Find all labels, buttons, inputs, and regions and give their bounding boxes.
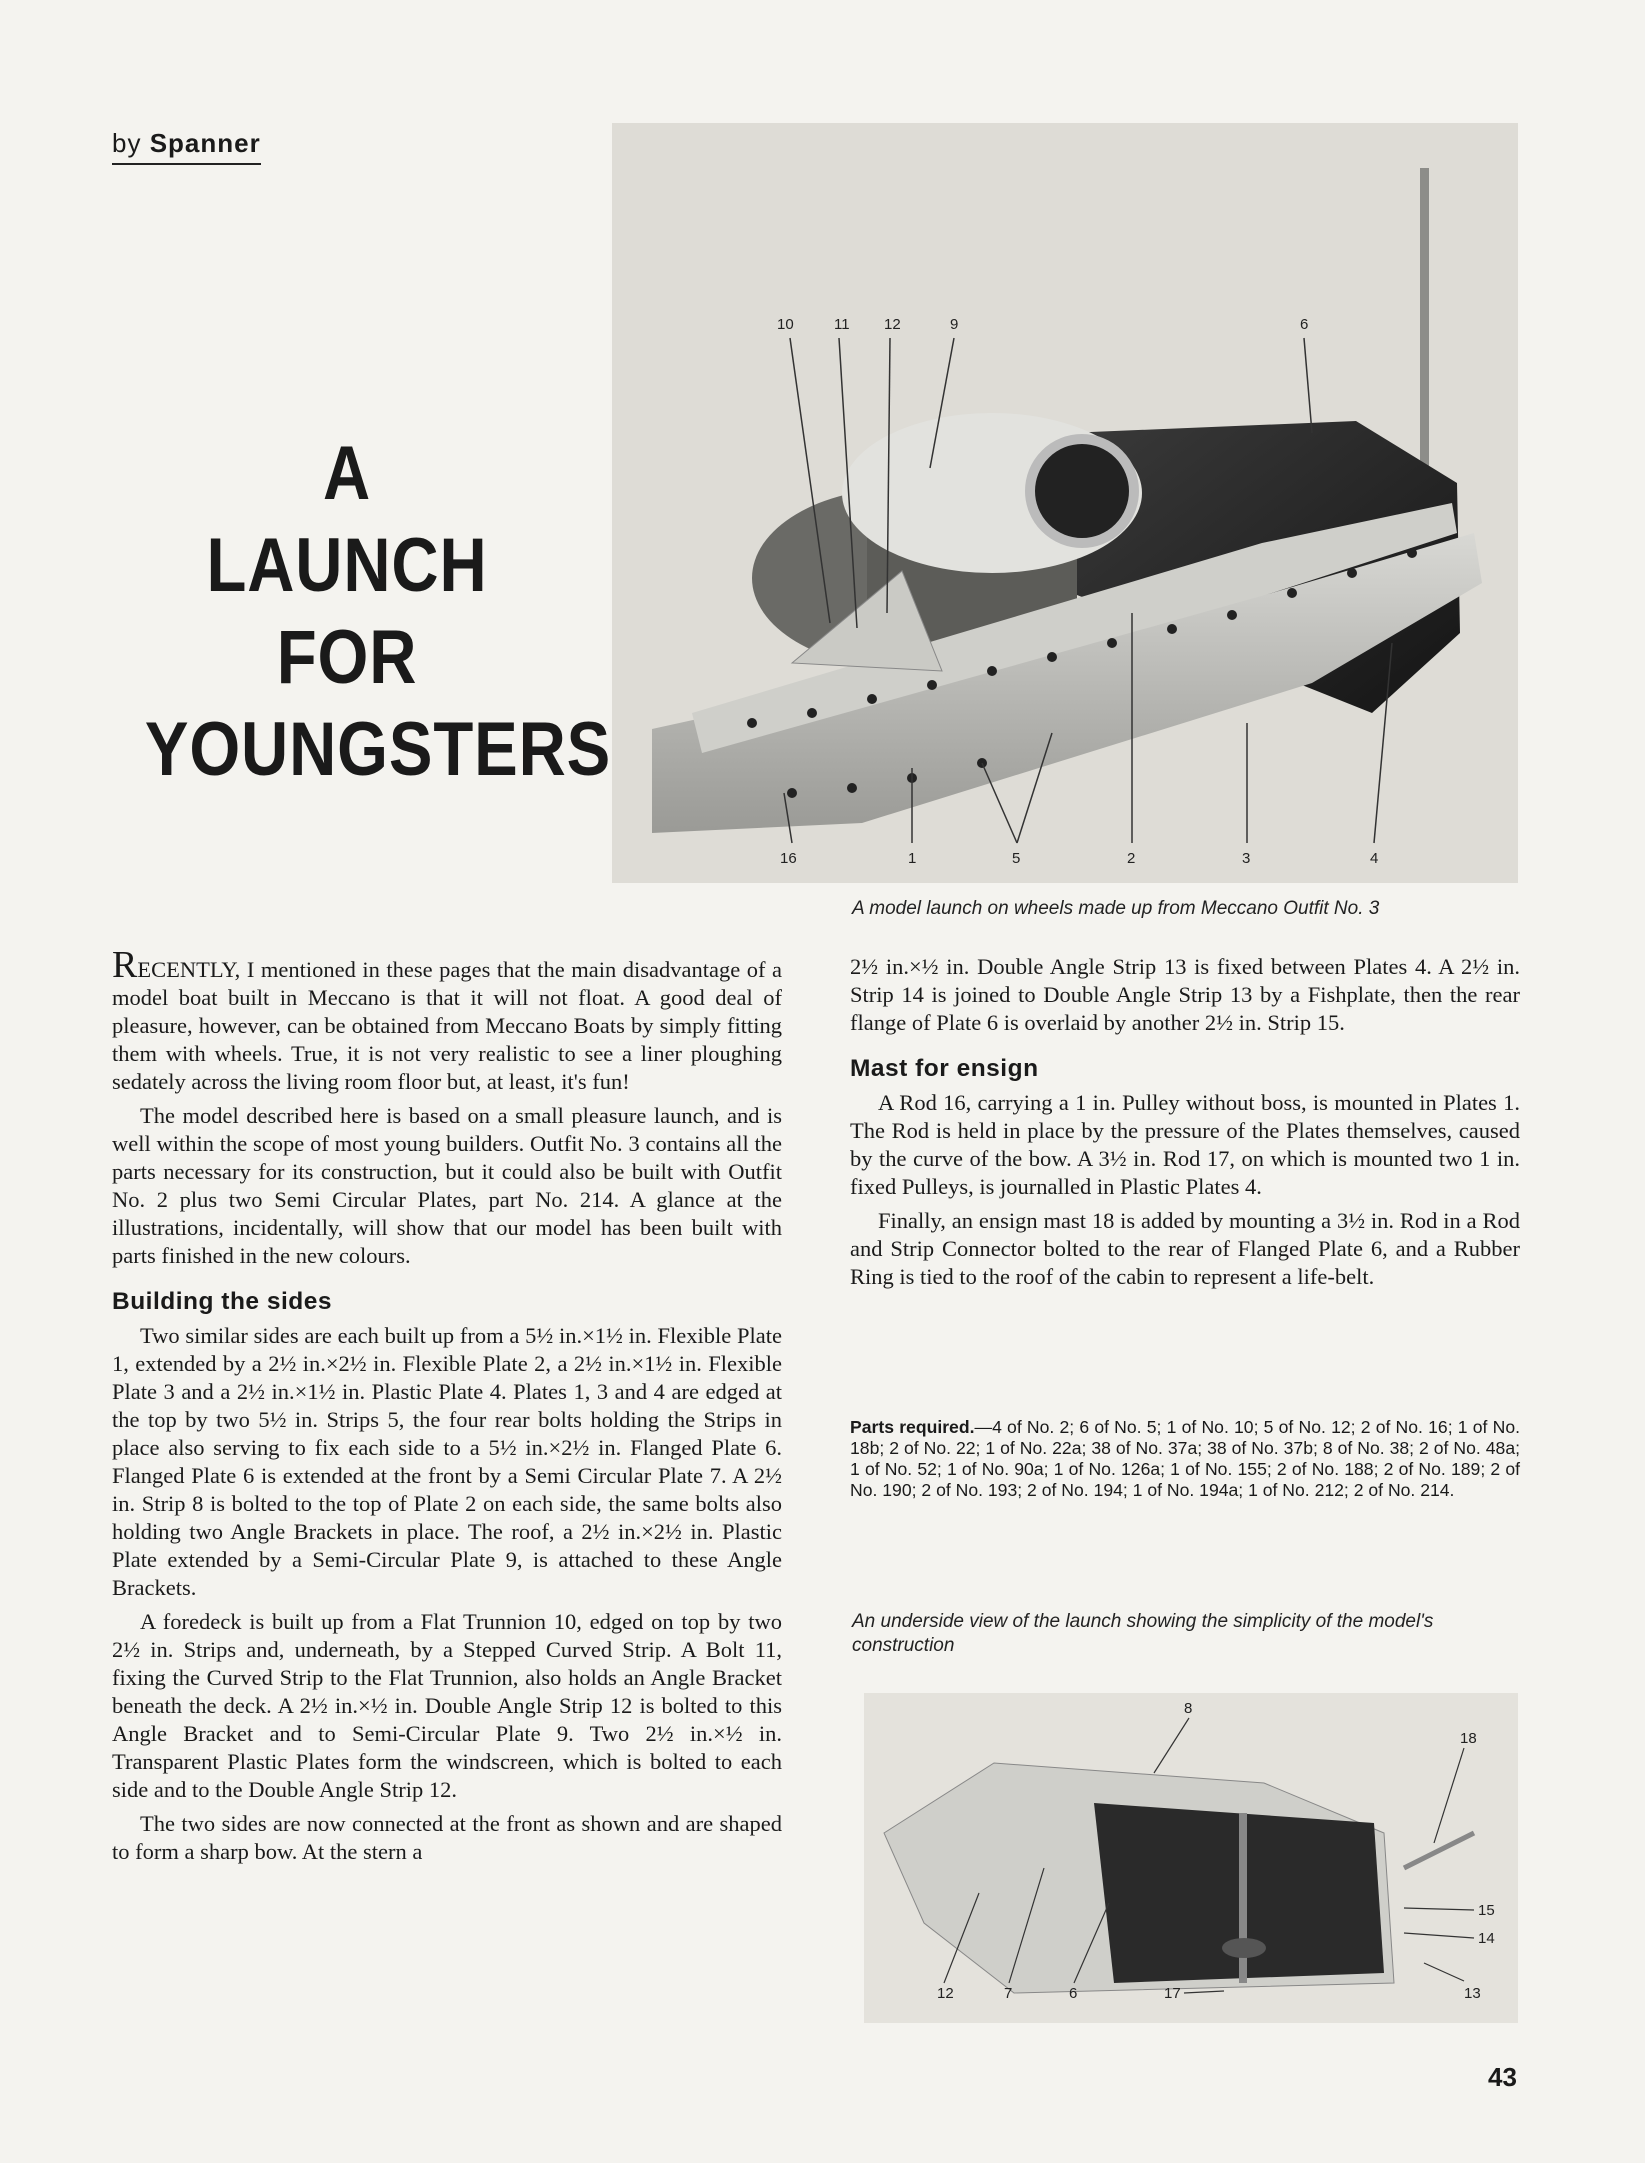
label-11: 11: [834, 316, 850, 333]
u-label-18: 18: [1460, 1730, 1477, 1747]
title-line-2: LAUNCH: [206, 523, 488, 608]
label-3: 3: [1242, 850, 1251, 867]
life-belt: [1030, 439, 1134, 543]
paragraph-6: 2½ in.×½ in. Double Angle Strip 13 is fixed between Plates 4. A 2½ in. Strip 14 is joined to Double Angle Strip 13 by a Fishplate, then the rear flange of Plate 6 is overlaid by another 2½ in. Strip 15.: [850, 954, 1520, 1035]
u-label-8: 8: [1184, 1700, 1193, 1717]
byline-prefix: by: [112, 128, 142, 158]
label-9: 9: [950, 316, 959, 333]
u-label-12: 12: [937, 1985, 954, 2002]
label-2: 2: [1127, 850, 1136, 867]
parts-label: Parts required.: [850, 1417, 975, 1437]
u-label-7: 7: [1004, 1985, 1013, 2002]
label-16: 16: [780, 850, 797, 867]
label-6: 6: [1300, 316, 1309, 333]
byline-author: Spanner: [149, 128, 261, 158]
heading-mast: Mast for ensign: [850, 1055, 1039, 1082]
byline: [112, 128, 261, 165]
launch-photo-caption: A model launch on wheels made up from Meccano Outfit No. 3: [852, 898, 1380, 919]
title-line-3: FOR: [276, 615, 418, 700]
paragraph-3: Two similar sides are each built up from a 5½ in.×1½ in. Flexible Plate 1, extended by a 2½ in.×2½ in. Flexible Plate 2, a 2½ in.×1½ in. Flexible Plate 3 and a 2½ in.×1½ in. Plastic Plate 4. Plates 1, 3 and 4 are edged at the top by two 5½ in. Strips 5, the four rear bolts holding the Strips in place also serving to fix each side to a 5½ in.×2½ in. Flanged Plate 6. Flanged Plate 6 is extended at the front by a Semi Circular Plate 7. A 2½ in. Strip 8 is bolted to the top of Plate 2 on each side, the same bolts also holding two Angle Brackets in place. The roof, a 2½ in.×2½ in. Plastic Plate extended by a Semi-Circular Plate 9, is attached to these Angle Brackets.: [112, 1323, 782, 1600]
mast-rod: [1420, 168, 1429, 498]
intro-paragraph: RECENTLY, I mentioned in these pages that the main disadvantage of a model boat built in Meccano is that it will not float. A good deal of pleasure, however, can be obtained from Meccano Boats by simply fitting them with wheels. True, it is not very realistic to see a liner ploughing sedately across the living room floor but, at least, it's fun!: [112, 944, 782, 1094]
u-label-15: 15: [1478, 1902, 1495, 1919]
page-number: 43: [1488, 2062, 1517, 2092]
paragraph-8: Finally, an ensign mast 18 is added by mounting a 3½ in. Rod in a Rod and Strip Connector bolted to the rear of Flanged Plate 6, and a Rubber Ring is tied to the roof of the cabin to represent a life-belt.: [850, 1208, 1520, 1289]
paragraph-4: A foredeck is built up from a Flat Trunnion 10, edged on top by two 2½ in. Strips and, underneath, by a Stepped Curved Strip. A Bolt 11, fixing the Curved Strip to the Flat Trunnion, also holds an Angle Bracket beneath the deck. A 2½ in.×½ in. Double Angle Strip 12 is bolted to this Angle Bracket and to Semi-Circular Plate 9. Two 2½ in.×½ in. Transparent Plastic Plates form the windscreen, which is bolted to each side and to the Double Angle Strip 12.: [112, 1609, 782, 1802]
paragraph-2: The model described here is based on a small pleasure launch, and is well within the scope of most young builders. Outfit No. 3 contains all the parts necessary for its construction, but it could also be built with Outfit No. 2 plus two Semi Circular Plates, part No. 214. A glance at the illustrations, incidentally, will show that our model has been built with parts finished in the new colours.: [112, 1103, 782, 1268]
parts-list: —4 of No. 2; 6 of No. 5; 1 of No. 10; 5 of No. 12; 2 of No. 16; 1 of No. 18b; 2 of No. 22; 1 of No. 22a; 38 of No. 37a; 38 of No. 37b; 8 of No. 38; 2 of No. 48a; 1 of No. 52; 1 of No. 90a; 1 of No. 126a; 1 of No. 155; 2 of No. 188; 2 of No. 189; 2 of No. 190; 2 of No. 193; 2 of No. 194; 1 of No. 194a; 1 of No. 212; 2 of No. 214.: [850, 1417, 1520, 1500]
article-column-left: [112, 944, 782, 1866]
label-12: 12: [884, 316, 901, 333]
title-line-4: YOUNGSTERS: [144, 707, 612, 792]
title-line-1: A: [322, 431, 372, 516]
launch-photo: [612, 123, 1518, 883]
label-4: 4: [1370, 850, 1379, 867]
underside-photo-caption: An underside view of the launch showing the simplicity of the model's construction: [852, 1611, 1434, 1656]
drop-cap: R: [112, 944, 138, 986]
u-label-13: 13: [1464, 1985, 1481, 2002]
u-label-17: 17: [1164, 1985, 1181, 2002]
label-5: 5: [1012, 850, 1021, 867]
u-label-14: 14: [1478, 1930, 1495, 1947]
underside-photo: [864, 1693, 1518, 2023]
label-1: 1: [908, 850, 917, 867]
u-label-6: 6: [1069, 1985, 1078, 2002]
label-10: 10: [777, 316, 794, 333]
article-title: [112, 428, 612, 796]
paragraph-7: A Rod 16, carrying a 1 in. Pulley without boss, is mounted in Plates 1. The Rod is held in place by the pressure of the Plates themselves, caused by the curve of the bow. A 3½ in. Rod 17, on which is mounted two 1 in. fixed Pulleys, is journalled in Plastic Plates 4.: [850, 1090, 1520, 1199]
pulley: [1222, 1938, 1266, 1958]
paragraph-5: The two sides are now connected at the front as shown and are shaped to form a sharp bow. At the stern a: [112, 1811, 782, 1864]
parts-required: [850, 1417, 1520, 1501]
article-column-right: [850, 953, 1520, 1291]
heading-building-sides: Building the sides: [112, 1288, 332, 1315]
